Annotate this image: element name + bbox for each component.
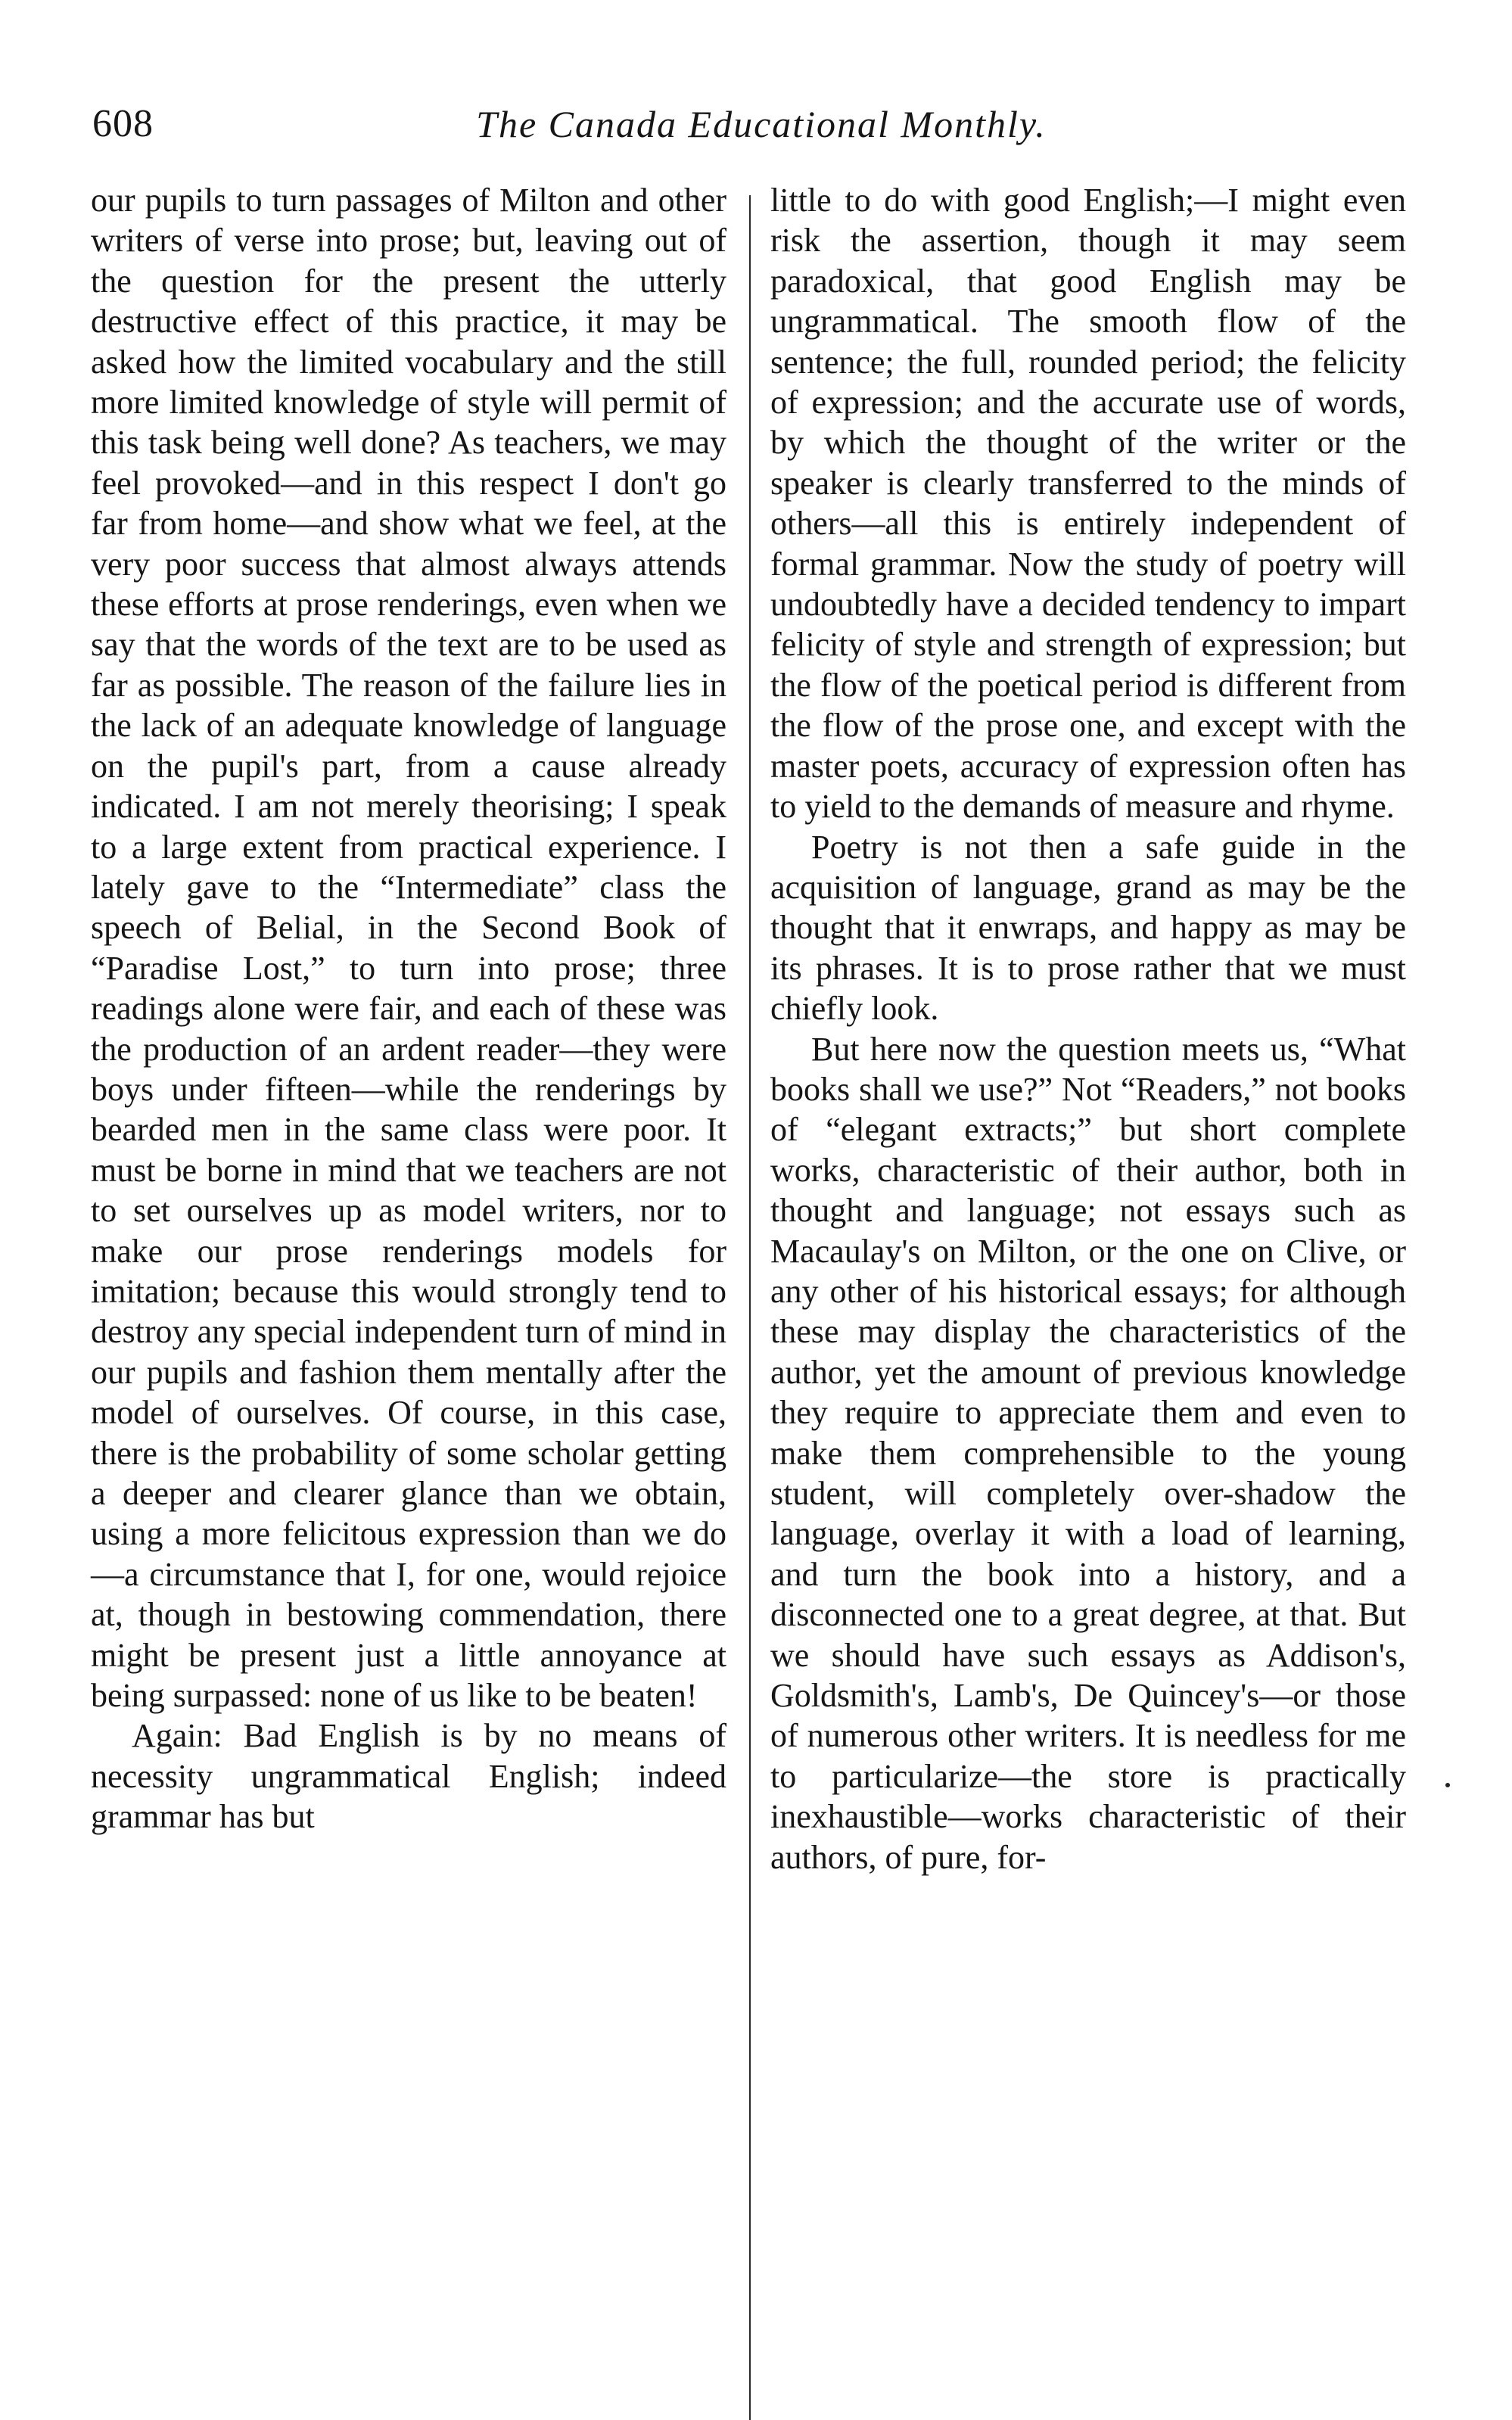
paragraph: But here now the question meets us, “What books shall we use?” Not “Readers,” not books of “elegant extracts;” but short complete works, characteristic of their author, both in thought and language; not essays such as Macaulay's on Milton, or the one on Clive, or any other of his historical essays; for although these may display the characteristics of the author, yet the amount of previous knowledge they require to appreciate them and even to make them comprehensible to the young student, will completely over-shadow the language, overlay it with a load of learning, and turn the book into a history, and a disconnected one to a great degree, at that. But we should have such essays as Addison's, Goldsmith's, Lamb's, De Quincey's—or those of numerous other writers. It is needless for me to particularize—the store is practically inexhaustible—works characteristic of their authors, of pure, for- — [770, 1030, 1406, 1876]
left-column — [91, 180, 726, 1837]
ink-speck — [1445, 1783, 1450, 1787]
paragraph: our pupils to turn passages of Milton and other writers of verse into prose; but, leaving out of the question for the present the utterly destructive effect of this practice, it may be asked how the limited vocabulary and the still more limited knowledge of style will permit of this task being well done? As teachers, we may feel provoked—and in this respect I don't go far from home—and show what we feel, at the very poor success that almost always attends these efforts at prose renderings, even when we say that the words of the text are to be used as far as possible. The reason of the failure lies in the lack of an adequate knowledge of language on the pupil's part, from a cause already indicated. I am not merely theorising; I speak to a large extent from practical experience. I lately gave to the “Intermediate” class the speech of Belial, in the Second Book of “Paradise Lost,” to turn into prose; three readings alone were fair, and each of these was the production of an ardent reader—they were boys under fifteen—while the renderings by bearded men in the same class were poor. It must be borne in mind that we teachers are not to set ourselves up as model writers, nor to make our prose renderings models for imitation; because this would strongly tend to destroy any special independent turn of mind in our pupils and fashion them mentally after the model of ourselves. Of course, in this case, there is the probability of some scholar getting a deeper and clearer glance than we obtain, using a more felicitous expression than we do—a circumstance that I, for one, would rejoice at, though in bestowing commendation, there might be present just a little annoyance at being surpassed: none of us like to be beaten! — [91, 182, 726, 1715]
column-divider — [749, 195, 751, 2420]
paragraph: little to do with good English;—I might even risk the assertion, though it may seem paradoxical, that good English may be ungrammatical. The smooth flow of the sentence; the full, rounded period; the felicity of expression; and the accurate use of words, by which the thought of the writer or the speaker is clearly transferred to the minds of others—all this is entirely independent of formal grammar. Now the study of poetry will undoubtedly have a decided tendency to impart felicity of style and strength of expression; but the flow of the poetical period is different from the flow of the prose one, and except with the master poets, accuracy of expression often has to yield to the demands of measure and rhyme. — [770, 182, 1406, 826]
page-number: 608 — [92, 102, 154, 145]
right-column — [770, 180, 1406, 1877]
paragraph: Poetry is not then a safe guide in the acquisition of language, grand as may be the thought that it enwraps, and happy as may be its phrases. It is to prose rather that we must chiefly look. — [770, 828, 1406, 1028]
running-title: The Canada Educational Monthly. — [476, 103, 1047, 145]
page-header — [92, 100, 1106, 160]
paragraph: Again: Bad English is by no means of necessity ungrammatical English; indeed grammar has but — [91, 1717, 726, 1836]
